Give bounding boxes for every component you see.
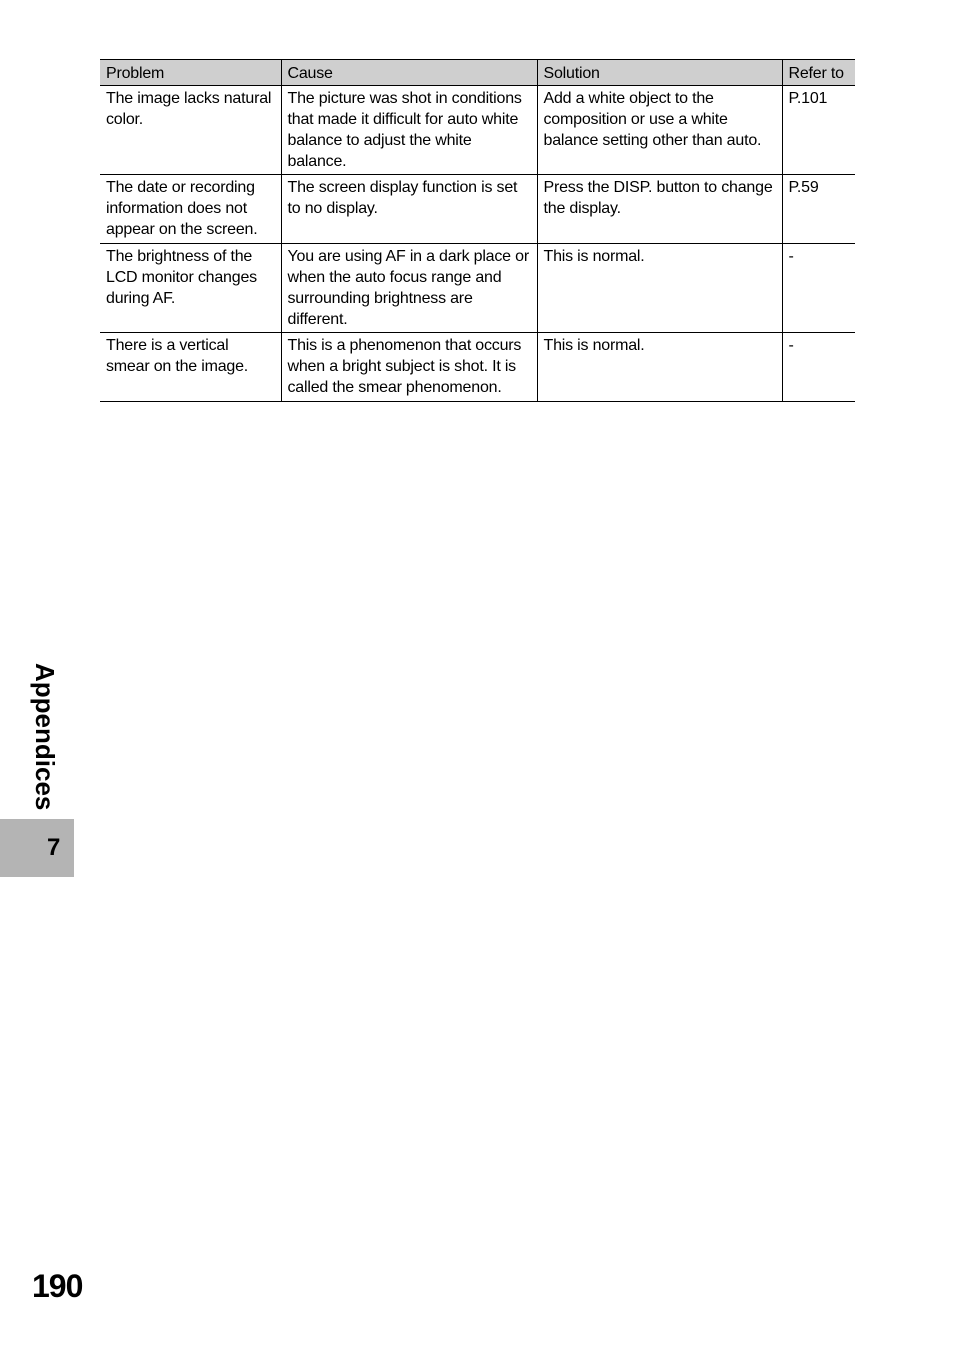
table-header-row [100,60,855,86]
solution-cell: Press the DISP. button to change the display. [537,175,782,244]
section-label-text: Appendices [30,663,60,811]
table-row [100,244,855,333]
table-row [100,86,855,175]
problem-cell: The image lacks natural color. [100,86,281,175]
table-row [100,175,855,244]
troubleshooting-table [100,59,855,402]
page-number: 190 [32,1268,83,1304]
header-cause: Cause [281,60,537,86]
header-problem: Problem [100,60,281,86]
chapter-tab [0,819,74,877]
table-row [100,333,855,402]
cause-cell: This is a phenomenon that occurs when a bright subject is shot. It is called the smear phenomenon. [281,333,537,402]
problem-cell: The brightness of the LCD monitor changes during AF. [100,244,281,333]
solution-cell: Add a white object to the composition or use a white balance setting other than auto. [537,86,782,175]
section-side-label [20,663,90,811]
header-solution: Solution [537,60,782,86]
cause-cell: The screen display function is set to no display. [281,175,537,244]
chapter-number: 7 [47,834,61,861]
refer-cell: - [782,244,855,333]
problem-cell: There is a vertical smear on the image. [100,333,281,402]
cause-cell: The picture was shot in conditions that made it difficult for auto white balance to adjust the white balance. [281,86,537,175]
problem-cell: The date or recording information does not appear on the screen. [100,175,281,244]
refer-cell: P.101 [782,86,855,175]
refer-cell: P.59 [782,175,855,244]
header-refer-to: Refer to [782,60,855,86]
solution-cell: This is normal. [537,333,782,402]
refer-cell: - [782,333,855,402]
solution-cell: This is normal. [537,244,782,333]
cause-cell: You are using AF in a dark place or when the auto focus range and surrounding brightness are different. [281,244,537,333]
